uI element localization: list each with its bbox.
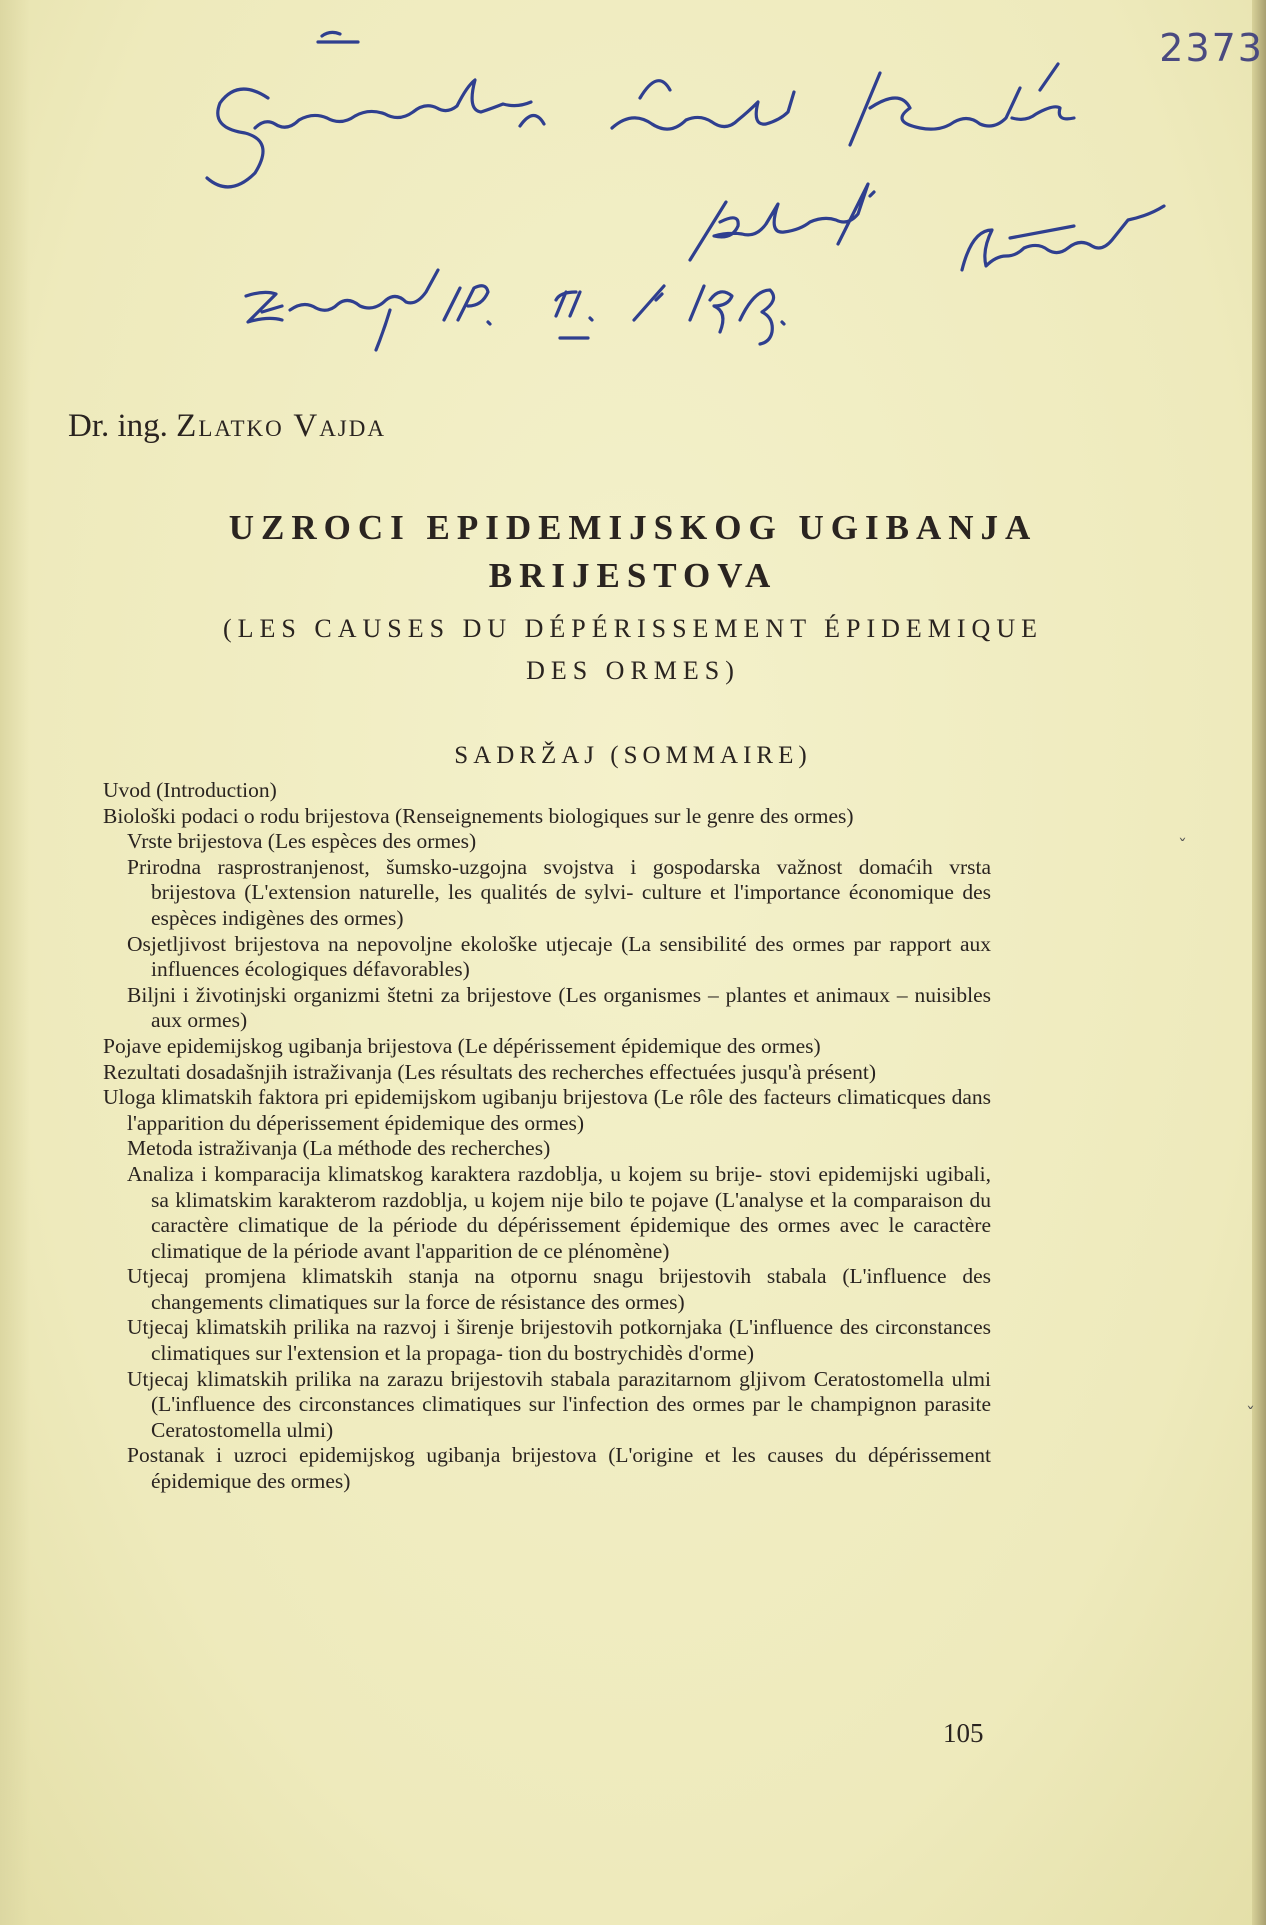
contents-entry: Uvod (Introduction) <box>103 778 277 802</box>
contents-entry: Postanak i uzroci epidemijskog ugibanja brijestova (L'origine et les causes du dépérissement épidemique des ormes) <box>127 1443 991 1494</box>
contents-entry: Uloga klimatskih faktora pri epidemijskom ugibanju brijestova (Le rôle des facteurs climaticques dans l'apparition du déperissement épidemique des ormes) <box>103 1085 991 1135</box>
contents-entry: Biljni i životinjski organizmi štetni za brijestove (Les organismes – plantes et animaux – nuisibles aux ormes) <box>127 982 991 1033</box>
contents-entry: Rezultati dosadašnjih istraživanja (Les résultats des recherches effectuées jusqu'à présent) <box>103 1059 876 1084</box>
title-line-1: UZROCI EPIDEMIJSKOG UGIBANJA <box>228 508 1038 547</box>
contents-entry: Biološki podaci o rodu brijestova (Renseignements biologiques sur le genre des ormes) <box>103 803 854 828</box>
margin-mark: ˇ <box>1246 1404 1255 1425</box>
title-line-2: BRIJESTOVA <box>488 556 778 595</box>
margin-mark: ˇ <box>1178 836 1187 857</box>
author-line <box>68 408 386 445</box>
author-prefix: Dr. ing. <box>68 408 168 444</box>
page-number: 105 <box>943 1718 984 1748</box>
contents-entry: Vrste brijestova (Les espèces des ormes) <box>127 829 477 854</box>
subtitle-line-2: DES ORMES) <box>526 656 740 685</box>
author-name: Zlatko Vajda <box>176 408 386 444</box>
contents-entry: Prirodna rasprostranjenost, šumsko-uzgojna svojstva i gospodarska važnost domaćih vrsta brijestova (L'extension naturelle, les qualités de sylvi- culture et l'importance économique des espèces indigènes des ormes) <box>127 854 991 930</box>
subtitle-line-1: (LES CAUSES DU DÉPÉRISSEMENT ÉPIDEMIQUE <box>223 614 1043 643</box>
contents-entry: Utjecaj klimatskih prilika na zarazu brijestovih stabala parazitarnom gljivom Ceratostomella ulmi (L'influence des circonstances climatiques sur l'infection des ormes par le champignon parasite Ceratostomella ulmi) <box>127 1366 991 1442</box>
contents-entry: Utjecaj klimatskih prilika na razvoj i širenje brijestovih potkornjaka (L'influence des circonstances climatiques sur l'extension et la propaga- tion du bostrychidès d'orme) <box>127 1315 991 1366</box>
contents-entry: Osjetljivost brijestova na nepovoljne ekološke utjecaje (La sensibilité des ormes par rapport aux influences écologiques défavorables) <box>127 931 991 982</box>
contents-entry: Pojave epidemijskog ugibanja brijestova (Le dépérissement épidemique des ormes) <box>103 1033 821 1058</box>
table-of-contents <box>103 778 991 1495</box>
corner-catalog-number: 2373 <box>1159 26 1264 70</box>
contents-entry: Utjecaj promjena klimatskih stanja na otpornu snagu brijestovih stabala (L'influence des changements climatiques sur la force de résistance des ormes) <box>127 1264 991 1314</box>
contents-entry: Analiza i komparacija klimatskog karaktera razdoblja, u kojem su brije- stovi epidemijski ugibali, sa klimatskim karakterom razdoblja, u kojem nije bilo te pojave (L'analyse et la comparaison du caractère climatique de la période du dépérissement épidemique des ormes avec le caractère climatique de la période avant l'apparition de ce plénomène) <box>127 1161 991 1263</box>
contents-heading: SADRŽAJ (SOMMAIRE) <box>454 742 812 769</box>
contents-entry: Metoda istraživanja (La méthode des recherches) <box>127 1136 551 1161</box>
handwritten-dedication <box>0 0 1266 360</box>
